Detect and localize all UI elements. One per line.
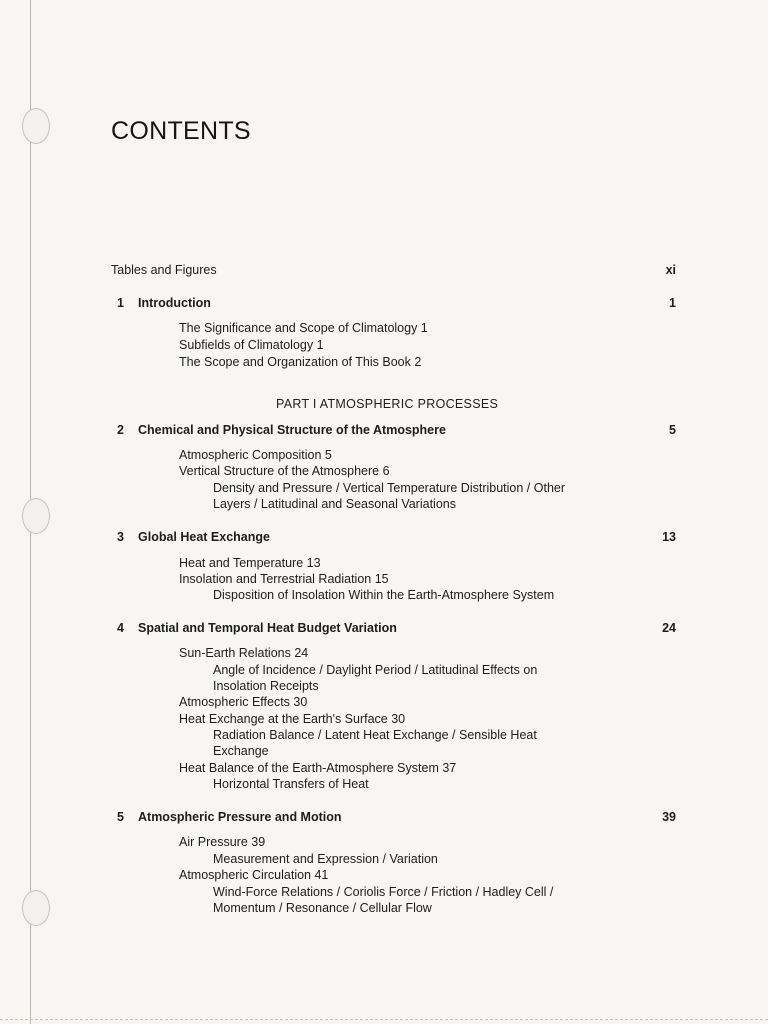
toc-subentry: Layers / Latitudinal and Seasonal Variations — [213, 497, 456, 511]
toc-entry: Sun-Earth Relations 24 — [179, 646, 309, 660]
chapter-number: 5 — [117, 810, 124, 824]
page-bottom-edge — [0, 1019, 768, 1021]
toc-entry: The Scope and Organization of This Book 2 — [179, 355, 422, 369]
toc-subentry: Radiation Balance / Latent Heat Exchange / Sensible Heat — [213, 728, 537, 742]
punch-hole — [22, 108, 50, 144]
toc-entry: Atmospheric Composition 5 — [179, 448, 332, 462]
chapter-page: 1 — [669, 296, 676, 310]
chapter-title: Introduction — [138, 296, 211, 310]
punch-hole — [22, 890, 50, 926]
toc-subentry: Horizontal Transfers of Heat — [213, 777, 369, 791]
toc-subentry: Measurement and Expression / Variation — [213, 852, 438, 866]
chapter-number: 4 — [117, 621, 124, 635]
toc-front-label: Tables and Figures — [111, 263, 217, 277]
chapter-title: Atmospheric Pressure and Motion — [138, 810, 342, 824]
chapter-title: Chemical and Physical Structure of the Atmosphere — [138, 423, 446, 437]
toc-front-page: xi — [665, 263, 676, 277]
chapter-number: 3 — [117, 530, 124, 544]
chapter-page: 13 — [662, 530, 676, 544]
toc-entry: The Significance and Scope of Climatology 1 — [179, 321, 428, 335]
toc-subentry: Density and Pressure / Vertical Temperature Distribution / Other — [213, 481, 566, 495]
toc-subentry: Disposition of Insolation Within the Earth-Atmosphere System — [213, 588, 555, 602]
chapter-title: Global Heat Exchange — [138, 530, 270, 544]
chapter-title: Spatial and Temporal Heat Budget Variation — [138, 621, 397, 635]
toc-entry: Subfields of Climatology 1 — [179, 338, 324, 352]
part-heading: PART I ATMOSPHERIC PROCESSES — [276, 397, 499, 411]
toc-subentry: Insolation Receipts — [213, 679, 319, 693]
toc-entry: Heat Balance of the Earth-Atmosphere System 37 — [179, 761, 457, 775]
chapter-page: 24 — [662, 621, 676, 635]
page-title: CONTENTS — [111, 117, 251, 145]
toc-entry: Atmospheric Circulation 41 — [179, 868, 329, 882]
chapter-number: 2 — [117, 423, 124, 437]
toc-subentry: Exchange — [213, 744, 269, 758]
toc-entry: Vertical Structure of the Atmosphere 6 — [179, 464, 390, 478]
chapter-page: 5 — [669, 423, 676, 437]
toc-subentry: Wind-Force Relations / Coriolis Force / Friction / Hadley Cell / — [213, 885, 554, 899]
chapter-number: 1 — [117, 296, 124, 310]
toc-entry: Insolation and Terrestrial Radiation 15 — [179, 572, 389, 586]
toc-entry: Air Pressure 39 — [179, 835, 266, 849]
punch-hole — [22, 498, 50, 534]
toc-entry: Atmospheric Effects 30 — [179, 695, 308, 709]
toc-subentry: Angle of Incidence / Daylight Period / Latitudinal Effects on — [213, 663, 538, 677]
toc-entry: Heat and Temperature 13 — [179, 556, 321, 570]
chapter-page: 39 — [662, 810, 676, 824]
toc-entry: Heat Exchange at the Earth's Surface 30 — [179, 712, 406, 726]
toc-subentry: Momentum / Resonance / Cellular Flow — [213, 901, 432, 915]
